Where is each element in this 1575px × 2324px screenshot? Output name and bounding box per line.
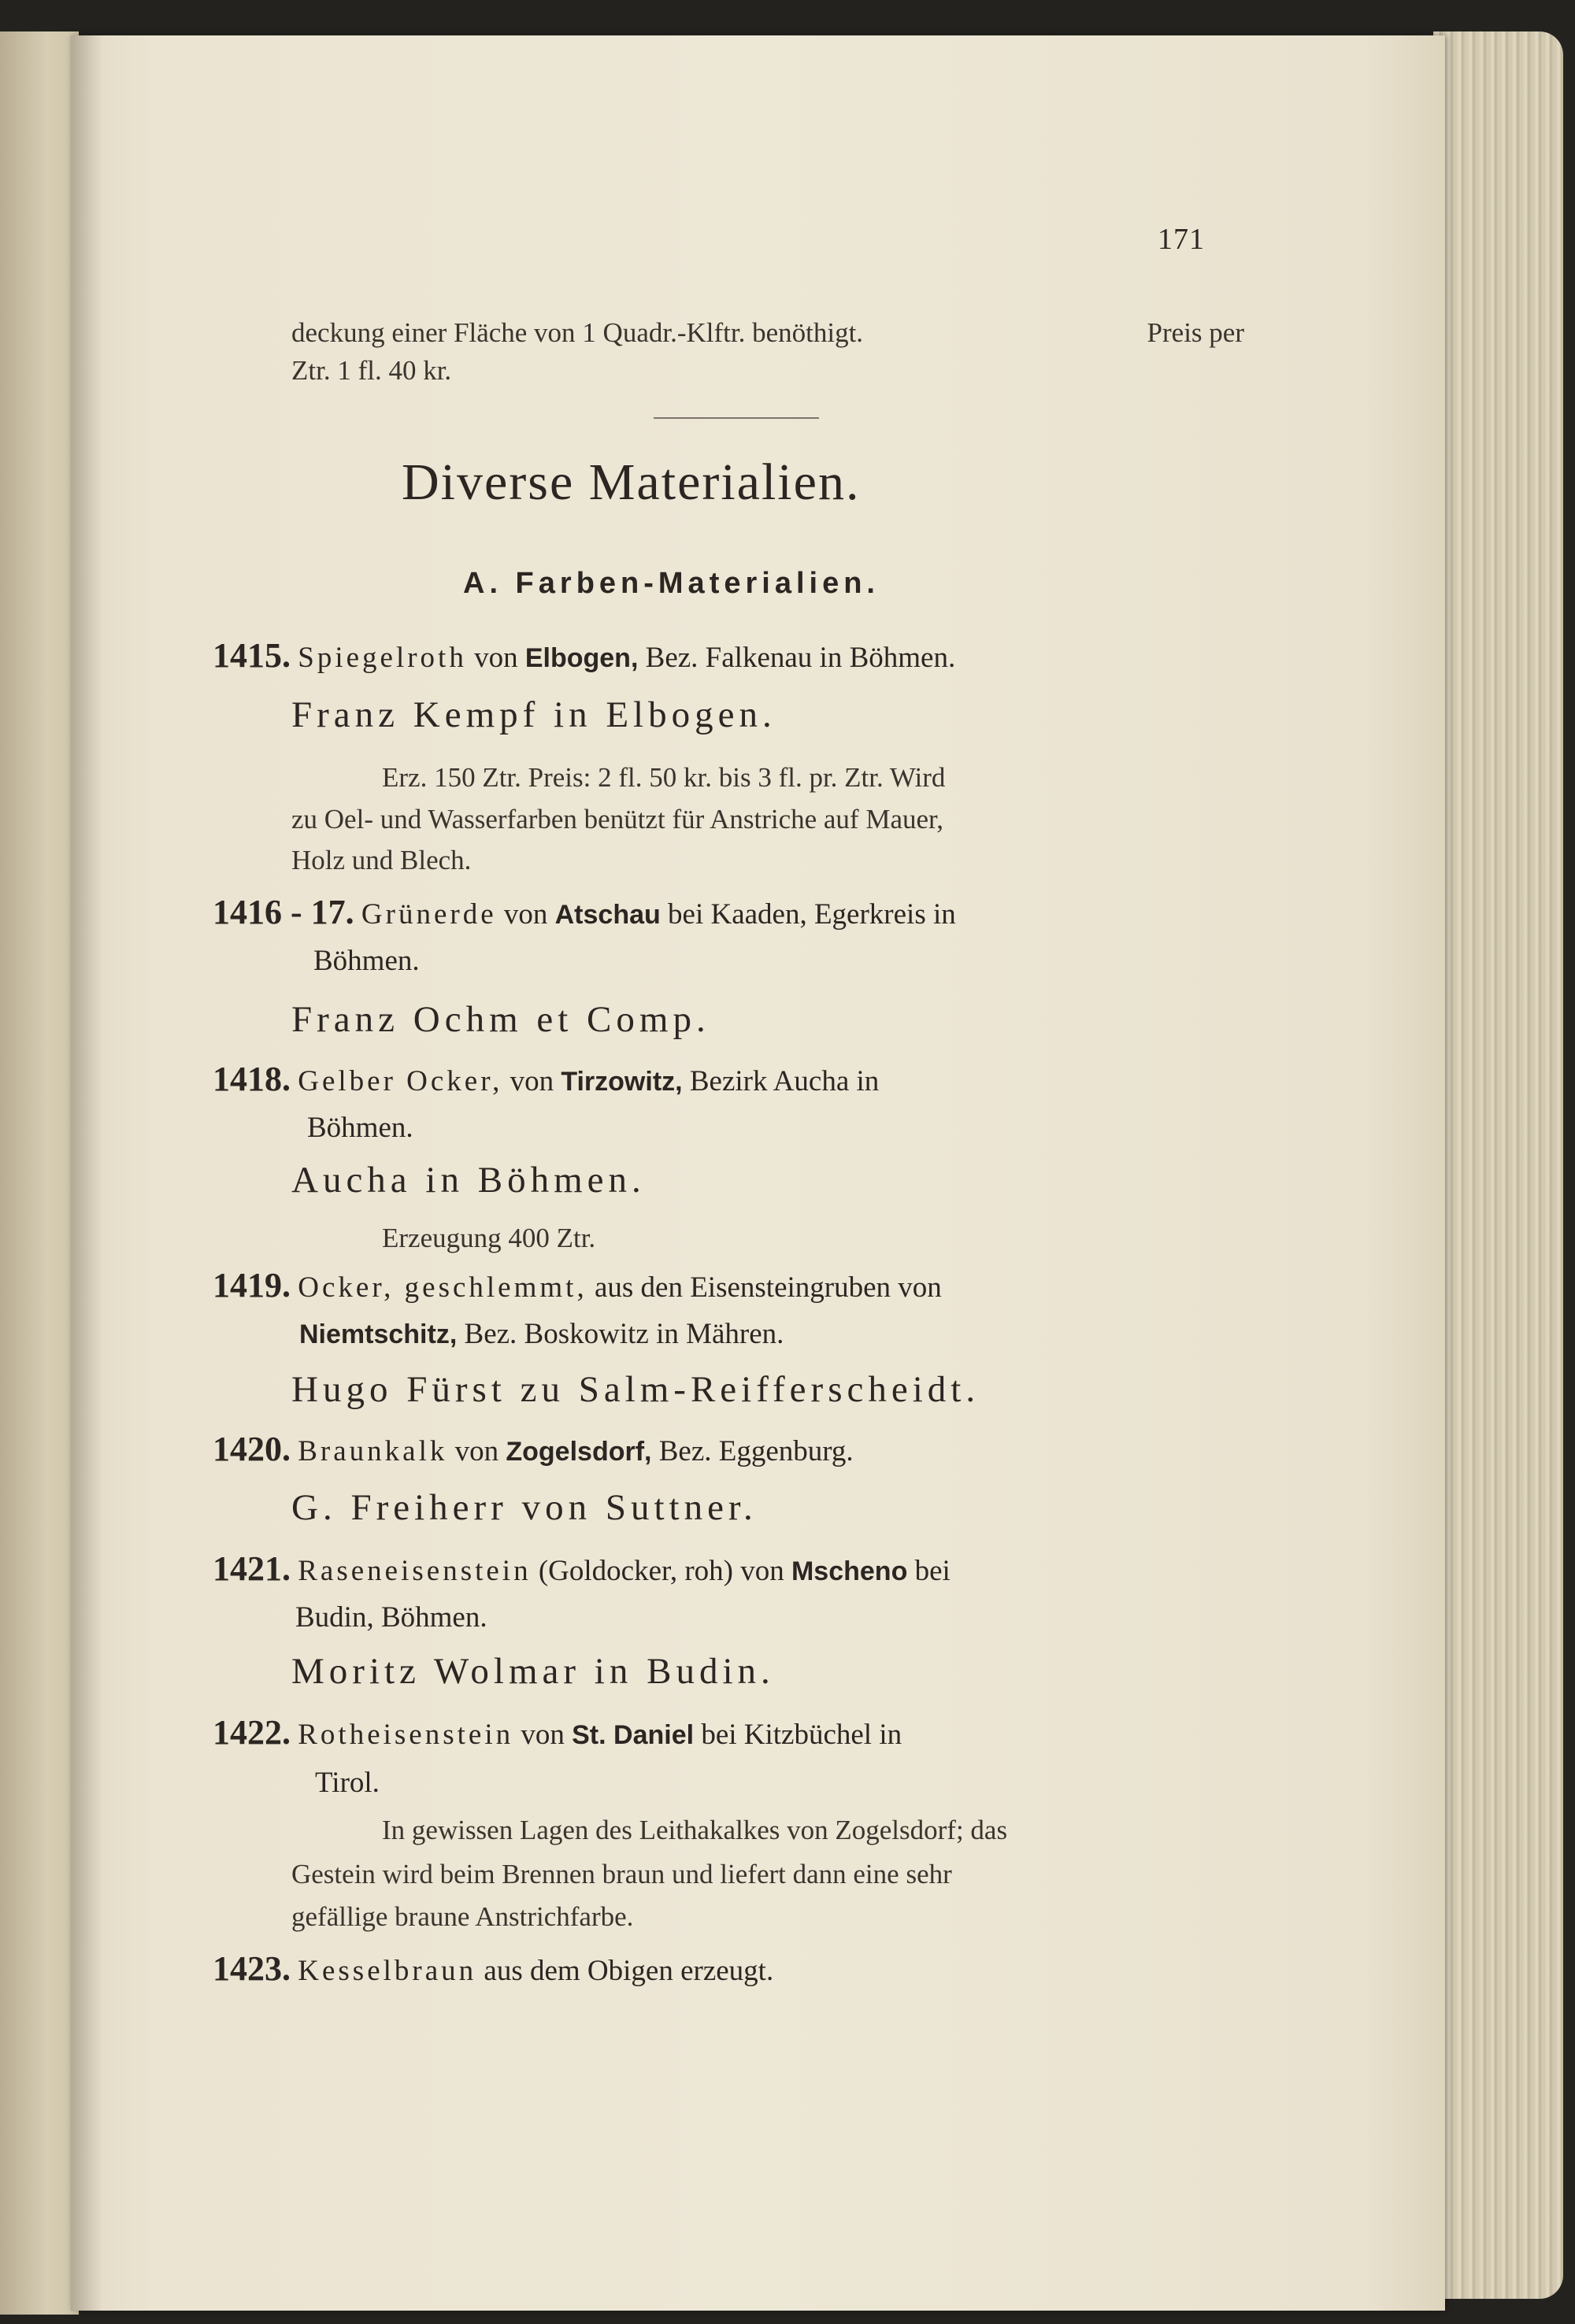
entry-text: aus dem Obigen erzeugt.: [484, 1955, 774, 1987]
entry-1422-cont: Tirol.: [315, 1767, 380, 1799]
page-stack-edges: [1433, 31, 1563, 2299]
entry-1421: [213, 1551, 951, 1589]
entry-place: Atschau: [554, 900, 661, 930]
entry-text: bei: [914, 1555, 951, 1587]
entry-1418-cont: Böhmen.: [307, 1112, 413, 1144]
entry-1415-note: Erz. 150 Ztr. Preis: 2 fl. 50 kr. bis 3 fl. pr. Ztr. Wird: [382, 762, 946, 793]
entry-material: Kesselbraun: [298, 1955, 477, 1987]
entry-material: Rotheisenstein: [298, 1719, 514, 1751]
entry-1419-cont: [299, 1316, 784, 1353]
entry-text: Bezirk Aucha in: [689, 1065, 880, 1097]
entry-number: 1421.: [213, 1549, 291, 1588]
entry-material: Ocker, geschlemmt,: [298, 1271, 587, 1304]
entry-number: 1416 - 17.: [213, 893, 354, 931]
entry-text: von: [454, 1435, 499, 1467]
entry-place: Tirzowitz,: [561, 1067, 683, 1097]
entry-text: von: [503, 898, 548, 931]
entry-text: von: [474, 642, 518, 674]
entry-1420: [213, 1431, 854, 1470]
entry-1418-firm: Aucha in Böhmen.: [291, 1160, 646, 1201]
entry-text: aus den Eisensteingruben von: [594, 1271, 942, 1304]
entry-1423: [213, 1951, 773, 1989]
entry-material: Raseneisenstein: [298, 1555, 532, 1587]
entry-1416-cont: Böhmen.: [313, 945, 420, 977]
entry-place: Mscheno: [791, 1556, 908, 1586]
entry-1421-firm: Moritz Wolmar in Budin.: [291, 1651, 775, 1692]
entry-1421-cont: Budin, Böhmen.: [295, 1601, 487, 1634]
entry-text: von: [510, 1065, 554, 1097]
section-subtitle: A. Farben-Materialien.: [463, 567, 880, 600]
entry-1418: [213, 1061, 879, 1100]
gutter-shadow: [71, 35, 102, 2311]
entry-material: Gelber Ocker,: [298, 1065, 503, 1097]
facing-page-edge: [0, 31, 79, 2315]
entry-1415-note: Holz und Blech.: [291, 845, 472, 875]
entry-number: 1420.: [213, 1430, 291, 1468]
entry-material: Braunkalk: [298, 1435, 448, 1467]
section-title: Diverse Materialien.: [402, 453, 861, 511]
entry-place: St. Daniel: [572, 1720, 695, 1750]
entry-text: (Goldocker, roh) von: [538, 1555, 784, 1587]
entry-text: Bez. Boskowitz in Mähren.: [464, 1318, 784, 1350]
page-number: 171: [1158, 223, 1205, 256]
entry-1419-firm: Hugo Fürst zu Salm-Reifferscheidt.: [291, 1369, 980, 1410]
entry-number: 1419.: [213, 1266, 291, 1304]
entry-1415-note: zu Oel- und Wasserfarben benützt für Anstriche auf Mauer,: [291, 804, 944, 834]
entry-text: Bez. Falkenau in Böhmen.: [645, 642, 956, 674]
entry-1416-firm: Franz Ochm et Comp.: [291, 999, 710, 1040]
entry-place: Niemtschitz,: [299, 1319, 458, 1349]
entry-number: 1418.: [213, 1060, 291, 1098]
entry-1420-firm: G. Freiherr von Suttner.: [291, 1487, 758, 1528]
entry-number: 1423.: [213, 1949, 291, 1988]
entry-text: bei Kaaden, Egerkreis in: [668, 898, 956, 931]
entry-1416-17: [213, 894, 956, 933]
entry-place: Zogelsdorf,: [506, 1437, 652, 1467]
carryover-line-1: [291, 315, 1244, 351]
entry-1415: [213, 638, 955, 676]
entry-place: Elbogen,: [524, 643, 639, 673]
carryover-text: Preis per: [1147, 317, 1244, 348]
entry-1422-note: In gewissen Lagen des Leithakalkes von Zogelsdorf; das: [382, 1815, 1008, 1845]
entry-text: Bez. Eggenburg.: [658, 1435, 854, 1467]
entry-1415-firm: Franz Kempf in Elbogen.: [291, 694, 776, 735]
section-divider: [654, 417, 819, 419]
entry-1422-note: gefällige braune Anstrichfarbe.: [291, 1901, 634, 1932]
carryover-line-2: Ztr. 1 fl. 40 kr.: [291, 355, 452, 386]
entry-material: Spiegelroth: [298, 642, 467, 674]
entry-1422-note: Gestein wird beim Brennen braun und liefert dann eine sehr: [291, 1859, 952, 1889]
carryover-text: deckung einer Fläche von 1 Quadr.-Klftr. benöthigt.: [291, 317, 864, 348]
entry-1422: [213, 1715, 902, 1753]
entry-material: Grünerde: [361, 898, 497, 931]
entry-number: 1422.: [213, 1713, 291, 1752]
entry-text: von: [521, 1719, 565, 1751]
entry-text: bei Kitzbüchel in: [701, 1719, 902, 1751]
entry-number: 1415.: [213, 636, 291, 675]
entry-1418-note: Erzeugung 400 Ztr.: [382, 1223, 596, 1253]
entry-1419: [213, 1267, 942, 1306]
